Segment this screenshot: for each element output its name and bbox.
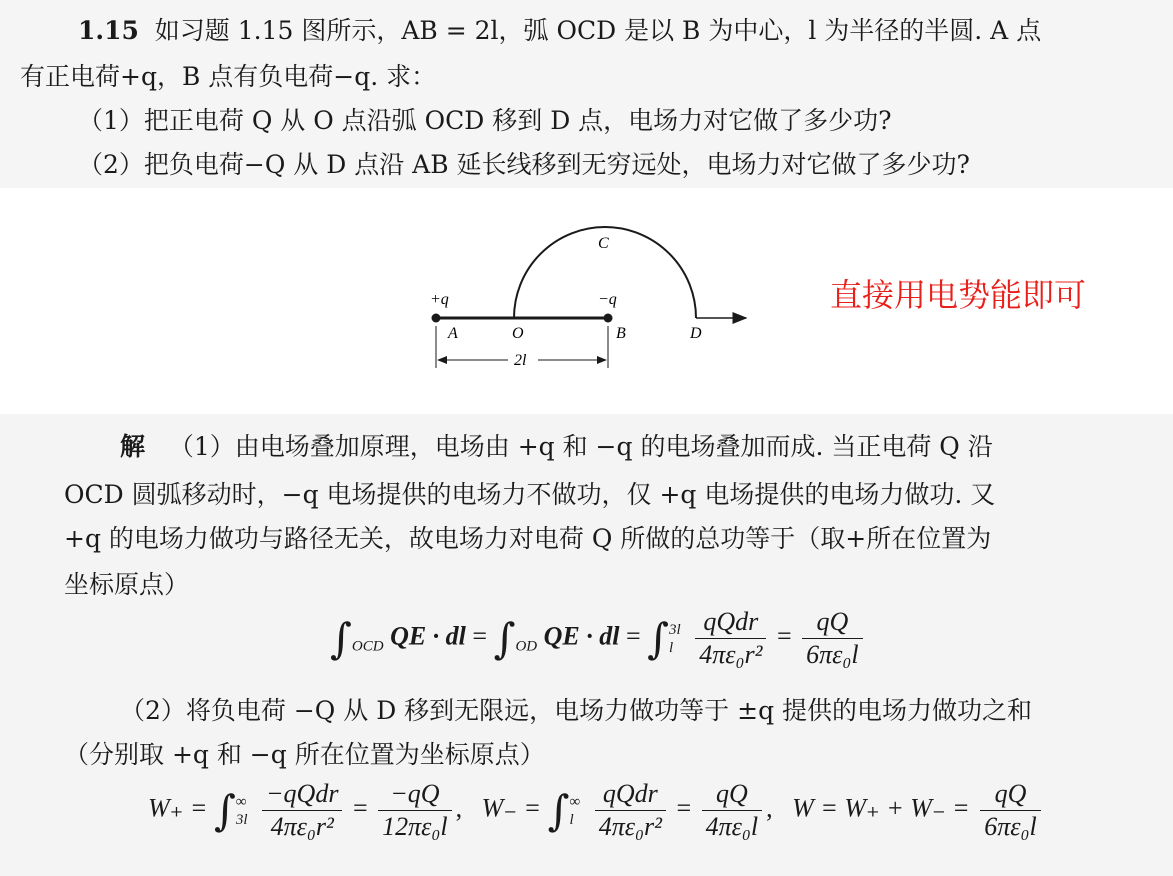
- eq1-num-2: qQ: [802, 606, 863, 639]
- problem-number: 1.15: [78, 16, 139, 45]
- integral-sign: ∫: [647, 614, 670, 663]
- solution-line-2: OCD 圆弧移动时，−q 电场提供的电场力不做功，仅 +q 电场提供的电场力做功. 又: [64, 480, 996, 509]
- eq2-fraction-d: [702, 778, 763, 843]
- eq2-fraction-b: [378, 778, 452, 843]
- solution-text-1: （1）由电场叠加原理，电场由 +q 和 −q 的电场叠加而成. 当正电荷 Q 沿: [168, 432, 993, 461]
- problem-text-1: 如习题 1.15 图所示，AB = 2l，弧 OCD 是以 B 为中心，l 为半径的半圆. A 点: [154, 16, 1042, 45]
- eq2-fraction-a: [262, 778, 342, 843]
- integral-sign: ∫: [213, 786, 236, 835]
- eq2-upper-a: ∞: [235, 793, 247, 810]
- integral-sign: ∫: [330, 614, 352, 663]
- label-b: B: [616, 325, 626, 342]
- charge-a-dot: [432, 314, 441, 323]
- equation-2: W₊ = ∫∞ 3l $\frac{\text{−qQdr}}{\text{4πε₀r²}}$ = $\frac{-qQ}{\text{12πε₀l}}$ , W₋ = ∫∞ l $\frac{\text{qQdr}}{\text{4πε₀r²}}$ = $\frac{qQ}{\text{4πε₀l}}$ , W = W₊ + W₋ = $\frac{qQ}{\text{6πε₀l}}$: [148, 778, 1045, 843]
- eq2-num-a: −qQdr: [262, 778, 342, 811]
- charge-b-dot: [604, 314, 613, 323]
- label-o: O: [512, 325, 524, 342]
- eq1-upper-limit: 3l: [669, 621, 681, 638]
- eq1-int1-sub: OCD: [351, 638, 384, 655]
- handwritten-note: 直接用电势能即可: [830, 276, 1087, 314]
- eq2-den-d: 4πε₀l: [705, 812, 759, 841]
- eq2-den-b: 12πε₀l: [382, 812, 448, 841]
- eq2-num-c: qQdr: [595, 778, 666, 811]
- label-c: C: [598, 235, 609, 252]
- solution-line-3: +q 的电场力做功与路径无关，故电场力对电荷 Q 所做的总功等于（取+所在位置为: [64, 524, 992, 553]
- eq2-lower-c: l: [569, 811, 574, 828]
- eq2-upper-c: ∞: [569, 793, 581, 810]
- eq2-limits-c: [570, 793, 581, 829]
- eq2-w-plus: W₊ =: [148, 793, 208, 823]
- eq1-num-1: qQdr: [695, 606, 766, 639]
- eq2-fraction-e: [980, 778, 1041, 843]
- label-2l: 2l: [514, 352, 527, 369]
- solution-line-4: 坐标原点）: [64, 570, 190, 599]
- eq2-w-minus: W₋ =: [481, 793, 542, 823]
- label-plus-q: +q: [430, 291, 449, 308]
- eq1-fraction-2: [802, 606, 863, 671]
- eq2-lower-a: 3l: [235, 811, 248, 828]
- eq2-num-d: qQ: [702, 778, 763, 811]
- eq1-fraction-1: [695, 606, 766, 671]
- problem-figure: [420, 222, 760, 374]
- eq1-lower-limit: l: [669, 639, 674, 656]
- label-minus-q: −q: [598, 291, 617, 308]
- integral-sign: ∫: [493, 614, 516, 663]
- eq1-limits: [669, 621, 681, 657]
- label-a: A: [448, 325, 458, 342]
- equation-1: $\int_{OCD}$ QE · dl = $\int_{OD}$ QE · dl = ∫3l l $\frac{\text{qQdr}}{\text{4πε₀r²}}$ = $\frac{qQ}{\text{6πε₀l}}$: [330, 606, 867, 671]
- eq1-int2-sub: OD: [515, 638, 538, 655]
- problem-line-1: [78, 14, 1041, 48]
- question-1: （1）把正电荷 Q 从 O 点沿弧 OCD 移到 D 点，电场力对它做了多少功?: [78, 106, 892, 135]
- eq2-limits-a: [236, 793, 248, 829]
- label-d: D: [690, 325, 702, 342]
- eq2-num-e: qQ: [980, 778, 1041, 811]
- solution-line-6: （分别取 +q 和 −q 所在位置为坐标原点）: [64, 740, 545, 769]
- solution-heading: 解: [120, 432, 146, 461]
- question-2: （2）把负电荷−Q 从 D 点沿 AB 延长线移到无穷远处，电场力对它做了多少功?: [78, 150, 970, 179]
- eq2-num-b: −qQ: [378, 778, 452, 811]
- eq1-integrand-2: QE · dl: [543, 621, 620, 651]
- eq1-den-1: 4πε₀r²: [699, 640, 763, 669]
- eq2-w-total: W = W₊ + W₋ =: [792, 793, 970, 823]
- solution-line-1: [120, 430, 993, 464]
- eq1-den-2: 6πε₀l: [806, 640, 859, 669]
- solution-line-5: （2）将负电荷 −Q 从 D 移到无限远，电场力做功等于 ±q 提供的电场力做功之和: [120, 696, 1033, 725]
- eq1-integrand-1: QE · dl: [390, 621, 466, 651]
- eq2-den-e: 6πε₀l: [984, 812, 1037, 841]
- eq2-fraction-c: [595, 778, 666, 843]
- eq2-den-a: 4πε₀r²: [270, 812, 334, 841]
- integral-sign: ∫: [547, 786, 570, 835]
- eq2-den-c: 4πε₀r²: [598, 812, 662, 841]
- problem-line-2: 有正电荷+q，B 点有负电荷−q. 求：: [20, 62, 437, 91]
